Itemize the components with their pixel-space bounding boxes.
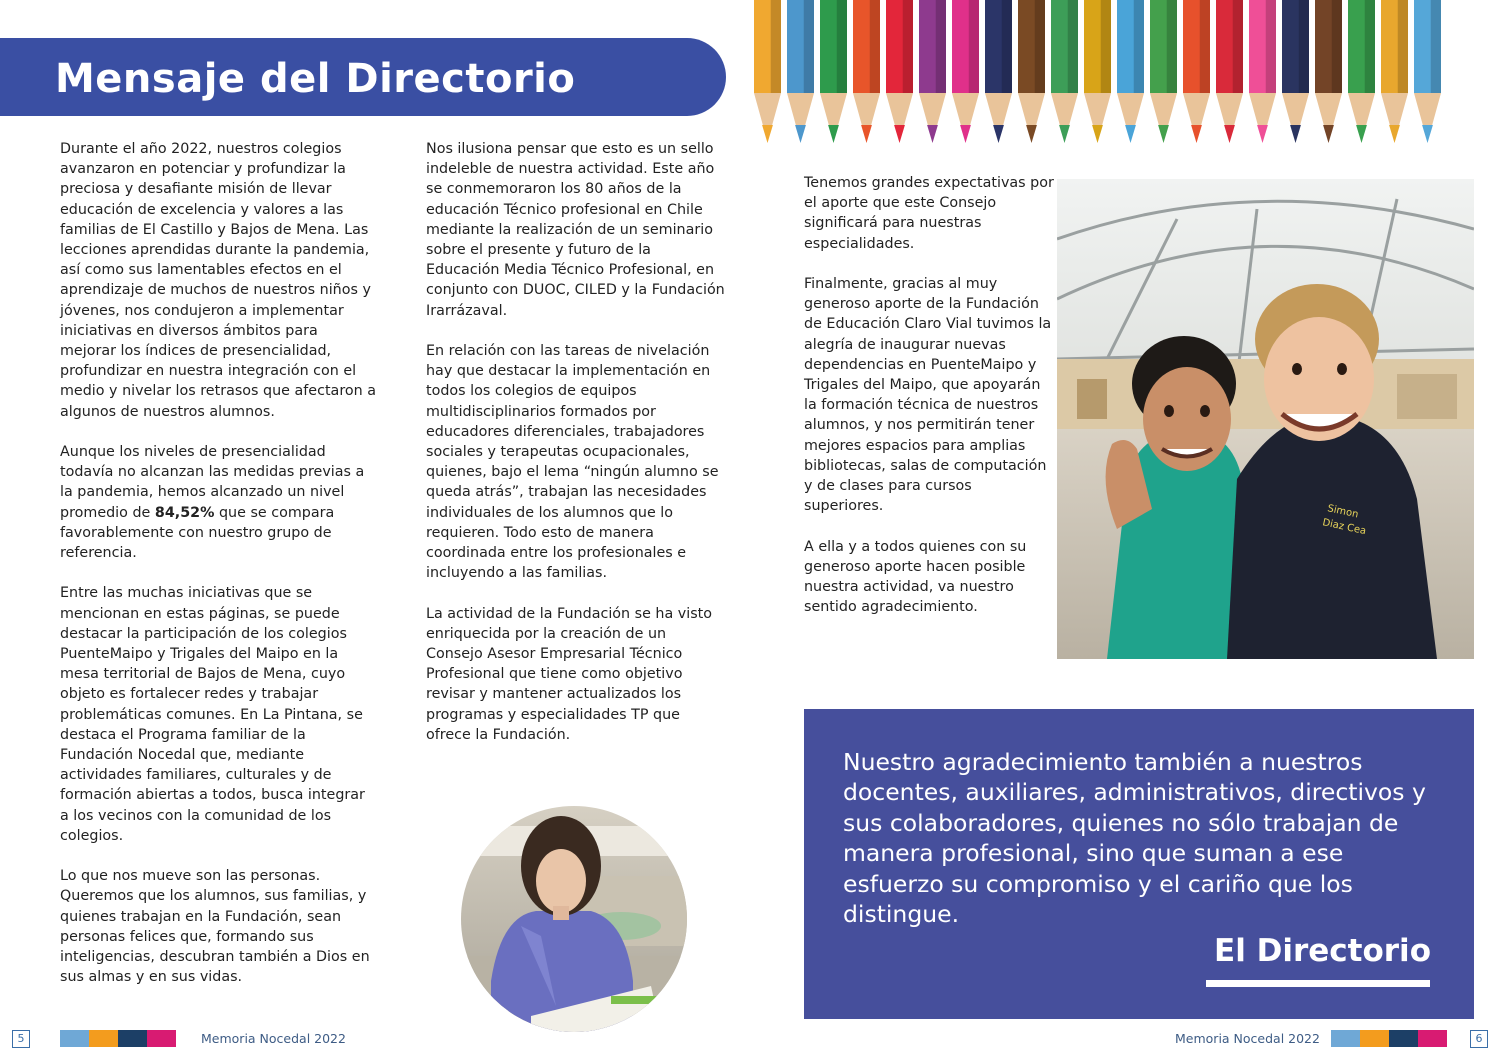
- pencil: [985, 0, 1012, 143]
- pencil: [1249, 0, 1276, 143]
- pencil: [1414, 0, 1441, 143]
- color-swatches-left: [60, 1030, 176, 1047]
- color-swatch: [1331, 1030, 1360, 1047]
- page-number-right: 6: [1470, 1030, 1488, 1048]
- student-girl-photo: [461, 806, 687, 1032]
- color-swatch: [60, 1030, 89, 1047]
- paragraph: Durante el año 2022, nuestros colegios avanzaron en potenciar y profundizar la preciosa y desafiante misión de llevar educación de excelencia y valores a las familias de El Castillo y Bajos de Mena. Las lecciones aprendidas durante la pandemia, así como sus lamentables efectos en el aprendizaje de muchos de nuestros niños y jóvenes, nos condujeron a implementar iniciativas en diversos ámbitos para mejorar los índices de presencialidad, profundizar en nuestra integración con el medio y nivelar los retrasos que afectaron a algunos de nuestros alumnos.: [60, 141, 376, 420]
- text-column-1: [60, 139, 376, 1008]
- colored-pencils-illustration: [752, 0, 1500, 145]
- jacket-name-last: Diaz Cea: [1321, 517, 1367, 538]
- text-column-3: [804, 173, 1054, 638]
- pencil: [1150, 0, 1177, 143]
- pencil: [820, 0, 847, 143]
- pencil: [1348, 0, 1375, 143]
- attendance-percentage: 84,52%: [154, 504, 215, 521]
- pencil: [853, 0, 880, 143]
- pencil: [1282, 0, 1309, 143]
- footer-publication-right: Memoria Nocedal 2022: [1175, 1031, 1320, 1046]
- pencil: [952, 0, 979, 143]
- color-swatch: [1360, 1030, 1389, 1047]
- pencil: [1084, 0, 1111, 143]
- signature-underline: [1206, 980, 1430, 987]
- title-banner: [0, 38, 726, 116]
- color-swatches-right: [1331, 1030, 1447, 1047]
- students-boys-photo: [1057, 179, 1474, 659]
- paragraph: Nos ilusiona pensar que esto es un sello indeleble de nuestra actividad. Este año se conmemoraron los 80 años de la educación Técnico profesional en Chile mediante la realización de un seminario sobre el presente y futuro de la Educación Media Técnico Profesional, en conjunto con DUOC, CILED y la Fundación Irarrázaval.: [426, 141, 725, 319]
- pencil: [1216, 0, 1243, 143]
- page-number-left: 5: [12, 1030, 30, 1048]
- pencil: [1051, 0, 1078, 143]
- paragraph: La actividad de la Fundación se ha visto enriquecida por la creación de un Consejo Asesor Empresarial Técnico Profesional que tiene como objetivo revisar y mantener actualizados los programas y especialidades TP que ofrece la Fundación.: [426, 605, 713, 743]
- pencil: [1315, 0, 1342, 143]
- paragraph: A ella y a todos quienes con su generoso aporte hacen posible nuestra actividad, va nuestro sentido agradecimiento.: [804, 538, 1027, 616]
- quote-text: Nuestro agradecimiento también a nuestros docentes, auxiliares, administrativos, directivos y sus colaboradores, quienes no sólo trabajan de manera profesional, sino que suman a ese esfuerzo su compromiso y el cariño que los distingue.: [843, 748, 1426, 929]
- jacket-name-first: Simon: [1326, 503, 1360, 521]
- paragraph: En relación con las tareas de nivelación hay que destacar la implementación en todos los colegios de equipos multidisciplinarios formados por educadores diferenciales, trabajadores sociales y terapeutas ocupacionales, quienes, bajo el lema “ningún alumno se queda atrás”, trabajan las necesidades individuales de los alumnos que lo requieren. Todo esto de manera coordinada entre los profesionales e incluyendo a las familias.: [426, 343, 719, 582]
- pencil: [1183, 0, 1210, 143]
- quote-signature: El Directorio: [1214, 933, 1431, 969]
- paragraph-presencialidad: [60, 442, 376, 563]
- pencil: [886, 0, 913, 143]
- color-swatch: [1389, 1030, 1418, 1047]
- paragraph-text: que se compara favorablemente con nuestro grupo de referencia.: [60, 504, 335, 562]
- paragraph: Tenemos grandes expectativas por el aporte que este Consejo significará para nuestras especialidades.: [804, 175, 1054, 252]
- paragraph: Finalmente, gracias al muy generoso aporte de la Fundación de Educación Claro Vial tuvimos la alegría de inaugurar nuevas dependencias en PuenteMaipo y Trigales del Maipo, que apoyarán la formación técnica de nuestros alumnos, y nos permitirán tener mejores espacios para amplias bibliotecas, salas de computación y de clases para cursos superiores.: [804, 276, 1052, 515]
- paragraph: Lo que nos mueve son las personas. Queremos que los alumnos, sus familias, y quienes trabajan en la Fundación, sean personas felices que, formando sus inteligencias, descubran también a Dios en sus almas y en sus vidas.: [60, 868, 370, 986]
- text-column-2: [426, 139, 726, 765]
- footer-publication-left: Memoria Nocedal 2022: [201, 1031, 346, 1046]
- paragraph: Entre las muchas iniciativas que se mencionan en estas páginas, se puede destacar la participación de los colegios PuenteMaipo y Trigales del Maipo en la mesa territorial de Bajos de Mena, cuyo objeto es fortalecer redes y trabajar problemáticas comunes. En La Pintana, se destaca el Programa familiar de la Fundación Nocedal que, mediante actividades familiares, culturales y de formación abiertas a todos, busca integrar a los vecinos con la comunidad de los colegios.: [60, 585, 365, 844]
- pencil: [787, 0, 814, 143]
- pencil: [1117, 0, 1144, 143]
- color-swatch: [147, 1030, 176, 1047]
- color-swatch: [1418, 1030, 1447, 1047]
- page-title: Mensaje del Directorio: [55, 56, 576, 102]
- pencil: [1018, 0, 1045, 143]
- pencil: [1381, 0, 1408, 143]
- paragraph-text: Aunque los niveles de presencialidad todavía no alcanzan las medidas previas a la pandemia, hemos alcanzado un nivel promedio de: [60, 444, 365, 521]
- pencil: [919, 0, 946, 143]
- pencil: [754, 0, 781, 143]
- acknowledgment-quote-box: [804, 709, 1474, 1019]
- color-swatch: [89, 1030, 118, 1047]
- color-swatch: [118, 1030, 147, 1047]
